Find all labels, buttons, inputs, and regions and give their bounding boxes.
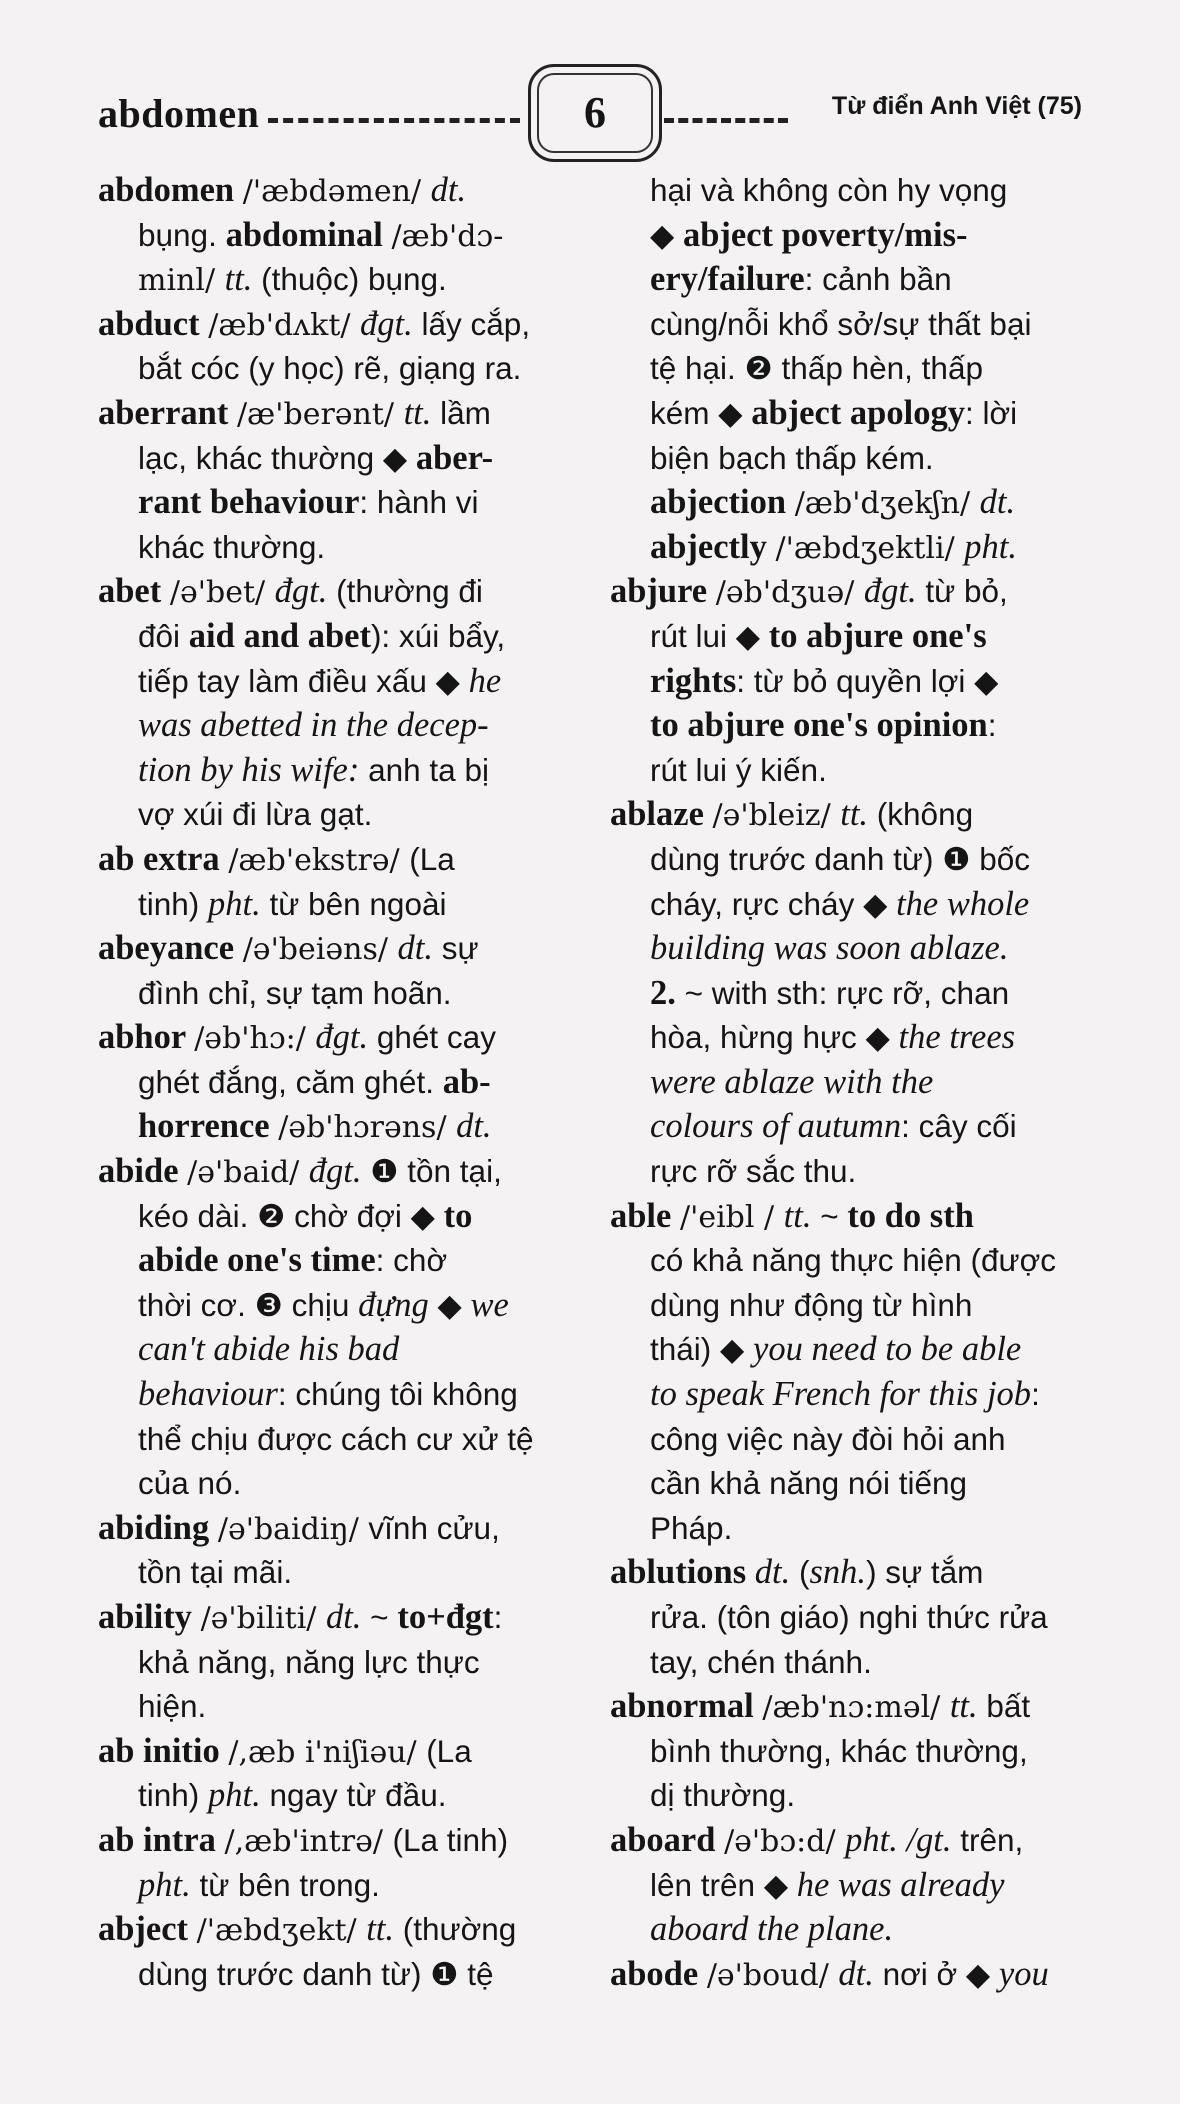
entry-continuation-line: [610, 1283, 1068, 1328]
entry-continuation-line: [610, 346, 1068, 391]
definition-text: dùng trước danh từ) ❶ tệ: [138, 1955, 494, 1992]
definition-text: : cảnh bần: [804, 261, 952, 298]
phonetic-text: /æb'dʒekʃn/: [794, 486, 980, 522]
definition-text: bụng.: [138, 216, 226, 253]
bold-text: ab extra: [98, 839, 229, 878]
definition-text: :: [493, 1599, 503, 1635]
entry-continuation-line: [98, 659, 560, 704]
definition-text: ghét đắng, căm ghét.: [138, 1063, 443, 1100]
entry-continuation-line: [610, 1060, 1068, 1105]
definition-text: tinh): [138, 885, 209, 922]
definition-text: tay, chén thánh.: [650, 1643, 872, 1680]
definition-text: biện bạch thấp kém.: [650, 439, 934, 476]
definition-text: rút lui ý kiến.: [650, 751, 827, 788]
entry-continuation-line: [610, 213, 1068, 258]
entry-continuation-line: [98, 748, 560, 793]
definition-text: rửa. (tôn giáo) nghi thức rửa: [650, 1599, 1048, 1635]
italic-text: pht.: [138, 1865, 191, 1904]
definition-text: (không: [868, 796, 974, 833]
entry-continuation-line: [98, 346, 560, 391]
definition-text: rực rỡ sắc thu.: [650, 1153, 857, 1190]
entry-continuation-line: [610, 1506, 1068, 1551]
italic-text: đgt.: [308, 1152, 362, 1191]
italic-text: he was already: [796, 1865, 1005, 1904]
italic-text: pht.: [208, 884, 261, 923]
bold-text: abide one's time: [138, 1241, 376, 1280]
definition-text: bình thường, khác thường,: [650, 1732, 1028, 1769]
definition-text: có khả năng thực hiện (được: [650, 1242, 1057, 1279]
entry-headword-line: [98, 1149, 560, 1194]
italic-text: pht.: [964, 527, 1017, 566]
bold-text: abhor: [98, 1018, 195, 1057]
phonetic-text: /,æb i'niʃiəu/: [228, 1734, 427, 1770]
entry-continuation-line: [610, 257, 1068, 302]
definition-text: hòa, hừng hực ◆: [650, 1019, 899, 1056]
italic-text: dt.: [456, 1107, 492, 1146]
right-column: [610, 168, 1068, 1996]
entry-headword-line: [98, 837, 560, 882]
phonetic-text: /əb'hɔrəns/: [278, 1110, 457, 1146]
entry-continuation-line: [610, 1238, 1068, 1283]
italic-text: pht. /gt.: [845, 1820, 952, 1859]
entry-continuation-line: [610, 703, 1068, 748]
italic-text: đgt.: [360, 304, 413, 343]
page-header: [0, 0, 1180, 150]
bold-text: aboard: [610, 1820, 725, 1859]
entry-continuation-line: [98, 1863, 560, 1908]
bold-text: horrence: [138, 1107, 279, 1146]
italic-text: we: [470, 1285, 509, 1324]
definition-text: trên,: [951, 1821, 1024, 1858]
definition-text: từ bỏ,: [916, 573, 1008, 610]
definition-text: Pháp.: [650, 1509, 733, 1546]
book-title: Từ điển Anh Việt (75): [831, 92, 1082, 120]
bold-text: ablutions: [610, 1553, 755, 1592]
italic-text: đựng: [358, 1285, 429, 1324]
bold-text: abject: [98, 1910, 197, 1949]
entry-continuation-line: [98, 257, 560, 302]
entry-continuation-line: [610, 1773, 1068, 1818]
entry-continuation-line: [98, 614, 560, 659]
bold-text: ablaze: [610, 795, 713, 834]
entry-headword-line: [98, 1015, 560, 1060]
entry-continuation-line: [610, 837, 1068, 882]
entry-continuation-line: [98, 1283, 560, 1328]
phonetic-text: /,æb'intrə/: [224, 1823, 393, 1859]
entry-headword-line: [610, 569, 1068, 614]
header-rule-right: [664, 118, 788, 123]
italic-text: dt.: [397, 929, 433, 968]
phonetic-text: /ə'bet/: [169, 575, 275, 611]
bold-text: to abjure one's opinion: [650, 706, 988, 745]
bold-text: abiding: [98, 1508, 218, 1547]
entry-headword-line: [610, 1194, 1068, 1239]
definition-text: :: [1031, 1376, 1040, 1413]
entry-headword-line: [98, 1506, 560, 1551]
entry-continuation-line: [610, 1015, 1068, 1060]
entry-continuation-line: [610, 1461, 1068, 1506]
bold-text: abode: [610, 1954, 707, 1993]
entry-continuation-line: [98, 1684, 560, 1729]
definition-text: tồn tại mãi.: [138, 1554, 293, 1591]
italic-text: pht.: [208, 1776, 261, 1815]
phonetic-text: /ə'bleiz/: [712, 798, 841, 834]
definition-text: : lời: [964, 394, 1018, 431]
definition-text: lầm: [431, 394, 491, 431]
definition-text: tệ hại. ❷ thấp hèn, thấp: [650, 350, 983, 387]
definition-text: đôi: [138, 617, 189, 654]
bold-text: abjectly: [650, 527, 776, 566]
entry-headword-line: [98, 1729, 560, 1774]
definition-text: (: [790, 1554, 810, 1591]
definition-text: nơi ở ◆: [873, 1955, 999, 1992]
definition-text: kém ◆: [650, 394, 752, 431]
phonetic-text: /æ'berənt/: [236, 396, 404, 432]
entry-headword-line: [98, 569, 560, 614]
definition-text: sự: [432, 930, 479, 967]
entry-headword-line: [98, 168, 560, 213]
definition-text: : từ bỏ quyền lợi ◆: [736, 662, 999, 699]
bold-text: rant behaviour: [138, 483, 360, 522]
entry-continuation-line: [98, 525, 560, 570]
entry-continuation-line: [98, 1104, 560, 1149]
phonetic-text: /ə'boud/: [706, 1957, 839, 1993]
phonetic-text: /æb'dɔ-: [391, 218, 504, 254]
italic-text: tt.: [840, 795, 869, 834]
definition-text: dùng như động từ hình: [650, 1286, 973, 1323]
bold-text: to abjure one's: [768, 616, 987, 655]
entry-continuation-line: [98, 1417, 560, 1462]
entry-headword-line: [98, 1595, 560, 1640]
definition-text: hiện.: [138, 1688, 207, 1725]
bold-text: to+đgt: [397, 1598, 494, 1636]
entry-continuation-line: [98, 213, 560, 258]
definition-text: anh ta bị: [359, 751, 489, 788]
italic-text: to speak French for this job: [650, 1375, 1032, 1414]
entry-continuation-line: [610, 971, 1068, 1016]
definition-text: (thuộc) bụng.: [252, 261, 447, 298]
definition-text: ngay từ đầu.: [260, 1777, 447, 1814]
italic-text: tt.: [366, 1910, 394, 1949]
entry-continuation-line: [610, 1149, 1068, 1194]
entry-continuation-line: [98, 703, 560, 748]
entry-continuation-line: [610, 168, 1068, 213]
entry-headword-line: [98, 1818, 560, 1863]
phonetic-text: /ə'biliti/: [200, 1601, 326, 1636]
italic-text: đgt.: [315, 1018, 369, 1057]
definition-text: : cây cối: [901, 1108, 1017, 1145]
definition-text: công việc này đòi hỏi anh: [650, 1420, 1006, 1457]
entry-continuation-line: [610, 1729, 1068, 1774]
bold-text: abject apology: [751, 393, 965, 432]
header-rule-left: [268, 118, 520, 123]
definition-text: dị thường.: [650, 1777, 796, 1814]
entry-continuation-line: [610, 1863, 1068, 1908]
italic-text: you need to be able: [753, 1330, 1022, 1369]
definition-text: ~ with sth: rực rỡ, chan: [675, 974, 1010, 1011]
definition-text: vĩnh cửu,: [368, 1509, 500, 1546]
page-number-frame: [528, 64, 662, 162]
definition-text: ◆: [428, 1286, 471, 1323]
entry-continuation-line: [610, 391, 1068, 436]
bold-text: ab initio: [98, 1731, 229, 1770]
phonetic-text: /əb'dʒuə/: [715, 575, 864, 611]
phonetic-text: /ə'bɔ:d/: [724, 1823, 846, 1859]
bold-text: able: [610, 1196, 680, 1235]
entry-headword-line: [610, 1684, 1068, 1729]
italic-text: were ablaze with the: [650, 1062, 934, 1101]
bold-text: abdominal: [225, 215, 392, 254]
entry-continuation-line: [98, 480, 560, 525]
entry-continuation-line: [610, 525, 1068, 570]
entry-continuation-line: [98, 971, 560, 1016]
entry-continuation-line: [610, 1372, 1068, 1417]
phonetic-text: /ə'baid/: [187, 1155, 309, 1191]
entry-headword-line: [610, 792, 1068, 837]
phonetic-text: /'eibl /: [679, 1199, 784, 1235]
guide-word: abdomen: [98, 91, 260, 136]
entry-continuation-line: [98, 1461, 560, 1506]
italic-text: dt.: [430, 171, 467, 209]
entry-headword-line: [98, 926, 560, 971]
entry-continuation-line: [98, 1238, 560, 1283]
italic-text: dt.: [754, 1553, 791, 1592]
bold-text: ab intra: [98, 1820, 225, 1859]
bold-text: abjure: [610, 572, 716, 611]
definition-text: lên trên ◆: [650, 1866, 797, 1903]
entry-continuation-line: [98, 792, 560, 837]
bold-text: ery/failure: [650, 260, 805, 299]
definition-text: khả năng, năng lực thực: [138, 1643, 480, 1680]
italic-text: dt.: [838, 1954, 874, 1993]
definition-text: cháy, rực cháy ◆: [650, 885, 897, 922]
entry-continuation-line: [610, 748, 1068, 793]
definition-text: khác thường.: [138, 528, 326, 565]
definition-text: : chờ: [375, 1242, 448, 1279]
definition-text: ~: [811, 1197, 848, 1234]
italic-text: tt.: [224, 260, 253, 299]
bold-text: abjection: [650, 483, 795, 522]
italic-text: building was soon ablaze.: [650, 929, 1009, 968]
bold-text: ability: [98, 1598, 201, 1636]
italic-text: đgt.: [274, 572, 328, 611]
bold-text: aberrant: [98, 393, 237, 432]
definition-text: thái) ◆: [650, 1331, 754, 1368]
definition-text: dùng trước danh từ) ❶ bốc: [650, 840, 1030, 877]
italic-text: can't abide his bad: [138, 1330, 400, 1369]
definition-text: thể chịu được cách cư xử tệ: [138, 1420, 534, 1457]
entry-continuation-line: [610, 659, 1068, 704]
definition-text: bất: [977, 1688, 1031, 1725]
definition-text: (La: [409, 840, 455, 877]
entry-continuation-line: [98, 1372, 560, 1417]
italic-text: tt.: [403, 393, 432, 432]
italic-text: tt.: [949, 1687, 978, 1726]
definition-text: ❶ tồn tại,: [361, 1153, 502, 1190]
italic-text: dt.: [325, 1598, 362, 1636]
entry-headword-line: [610, 1952, 1068, 1997]
bold-text: to do sth: [847, 1196, 974, 1235]
italic-text: the trees: [898, 1018, 1016, 1057]
definition-text: hại và không còn hy vọng: [650, 172, 1008, 208]
entry-continuation-line: [98, 1640, 560, 1685]
phonetic-text: /əb'hɔ:/: [194, 1021, 316, 1057]
italic-text: the whole: [896, 884, 1030, 923]
italic-text: đgt.: [863, 572, 917, 611]
page-number: 6: [584, 88, 606, 137]
definition-text: (thường: [394, 1911, 517, 1948]
definition-text: từ bên ngoài: [260, 885, 447, 922]
entry-continuation-line: [610, 436, 1068, 481]
entry-continuation-line: [610, 1104, 1068, 1149]
definition-text: lấy cắp,: [412, 305, 531, 342]
bold-text: abject poverty/mis-: [682, 215, 968, 254]
entry-continuation-line: [610, 1327, 1068, 1372]
bold-text: aid and abet: [188, 616, 371, 655]
definition-text: (thường đi: [327, 573, 483, 610]
entry-continuation-line: [98, 1952, 560, 1997]
definition-text: từ bên trong.: [190, 1866, 380, 1903]
italic-text: tion by his wife:: [138, 750, 360, 789]
entry-continuation-line: [98, 1060, 560, 1105]
definition-text: kéo dài. ❷ chờ đợi ◆: [138, 1197, 444, 1234]
definition-text: cần khả năng nói tiếng: [650, 1465, 967, 1502]
definition-text: : hành vi: [359, 484, 479, 521]
definition-text: lạc, khác thường ◆: [138, 439, 416, 476]
definition-text: đình chỉ, sự tạm hoãn.: [138, 974, 452, 1011]
entry-continuation-line: [610, 1595, 1068, 1640]
entry-headword-line: [610, 1550, 1068, 1595]
definition-text: của nó.: [138, 1465, 242, 1502]
bold-text: abide: [98, 1152, 188, 1191]
entry-continuation-line: [610, 1417, 1068, 1462]
entry-headword-line: [98, 302, 560, 347]
bold-text: ab-: [442, 1062, 491, 1101]
definition-text: :: [987, 707, 997, 744]
definition-text: ~: [361, 1599, 398, 1635]
definition-text: rút lui ◆: [650, 617, 769, 654]
bold-text: rights: [650, 661, 737, 700]
phonetic-text: /ə'beiəns/: [242, 932, 398, 968]
italic-text: was abetted in the decep-: [138, 706, 489, 745]
definition-text: (La tinh): [392, 1821, 509, 1858]
definition-text: thời cơ. ❸ chịu: [138, 1286, 359, 1323]
entry-continuation-line: [610, 1907, 1068, 1952]
entry-continuation-line: [610, 926, 1068, 971]
phonetic-text: /æb'ekstrə/: [228, 842, 410, 878]
entry-continuation-line: [98, 882, 560, 927]
definition-text: (La: [426, 1732, 472, 1769]
entry-continuation-line: [98, 436, 560, 481]
entry-headword-line: [98, 1907, 560, 1952]
italic-text: he: [468, 661, 502, 700]
bold-text: abet: [98, 572, 170, 611]
entry-continuation-line: [98, 1327, 560, 1372]
bold-text: abduct: [98, 304, 209, 343]
definition-text: ) sự tắm: [866, 1554, 984, 1591]
italic-text: tt.: [783, 1196, 812, 1235]
entry-continuation-line: [98, 1550, 560, 1595]
italic-text: aboard the plane.: [650, 1910, 894, 1949]
definition-text: vợ xúi đi lừa gạt.: [138, 796, 373, 833]
italic-text: snh.: [809, 1553, 867, 1592]
entry-continuation-line: [98, 1194, 560, 1239]
entry-continuation-line: [610, 1640, 1068, 1685]
italic-text: behaviour: [138, 1375, 278, 1414]
definition-text: : chúng tôi không: [277, 1376, 518, 1413]
bold-text: abeyance: [98, 929, 243, 968]
phonetic-text: /æb'dʌkt/: [208, 307, 361, 343]
entry-headword-line: [98, 391, 560, 436]
bold-text: abdomen: [98, 171, 243, 209]
entry-continuation-line: [98, 1773, 560, 1818]
entry-continuation-line: [610, 614, 1068, 659]
definition-text: ): xúi bẩy,: [370, 617, 506, 654]
phonetic-text: /ə'baidiŋ/: [217, 1511, 369, 1547]
phonetic-text: minl/: [138, 263, 225, 299]
left-column: [98, 168, 560, 1996]
entry-continuation-line: [610, 302, 1068, 347]
phonetic-text: /æb'nɔ:məl/: [762, 1690, 950, 1726]
bold-text: to: [443, 1196, 473, 1235]
phonetic-text: /'æbdʒekt/: [196, 1913, 367, 1949]
definition-text: tiếp tay làm điều xấu ◆: [138, 662, 469, 699]
entry-continuation-line: [610, 882, 1068, 927]
bold-text: aber-: [415, 438, 494, 477]
entry-continuation-line: [610, 480, 1068, 525]
definition-text: bắt cóc (y học) rẽ, giạng ra.: [138, 350, 522, 387]
definition-text: ◆: [650, 216, 683, 253]
italic-text: colours of autumn: [650, 1107, 902, 1146]
italic-text: dt.: [979, 483, 1016, 522]
definition-text: tinh): [138, 1777, 209, 1814]
italic-text: you: [998, 1954, 1049, 1993]
definition-text: cùng/nỗi khổ sở/sự thất bại: [650, 305, 1032, 342]
entry-headword-line: [610, 1818, 1068, 1863]
bold-text: 2.: [650, 973, 676, 1012]
definition-text: ghét cay: [368, 1019, 496, 1056]
phonetic-text: /'æbdəmen/: [242, 174, 431, 209]
phonetic-text: /'æbdʒektli/: [775, 530, 965, 566]
bold-text: abnormal: [610, 1687, 763, 1726]
